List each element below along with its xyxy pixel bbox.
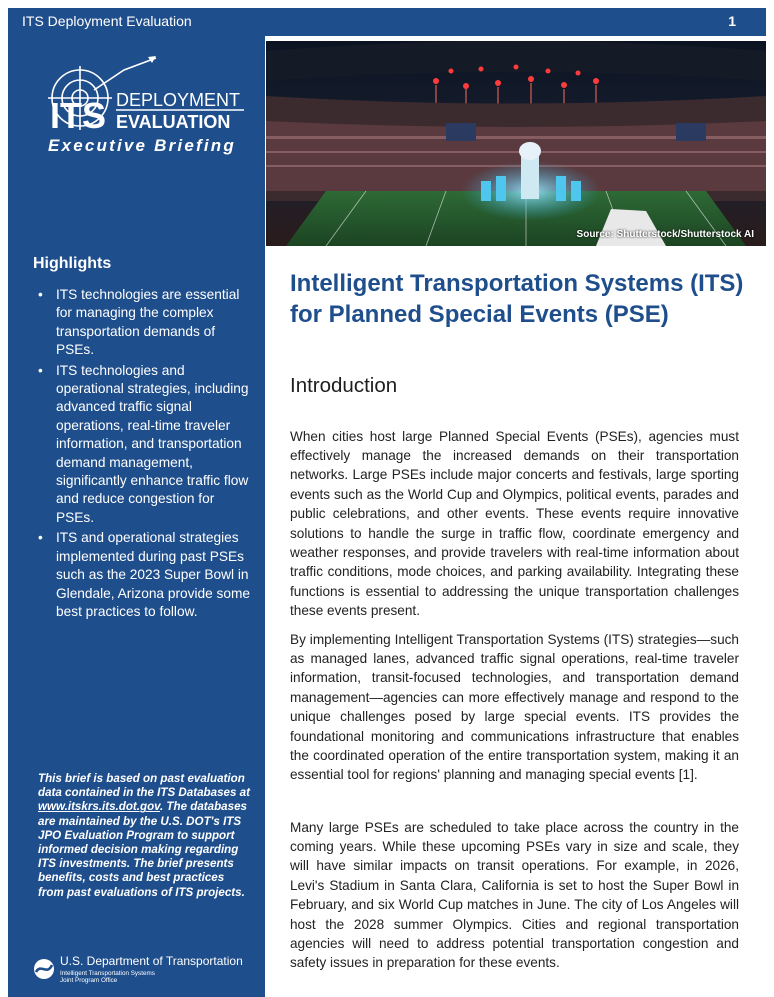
document-title: Intelligent Transportation Systems (ITS) for Planned Special Events (PSE) <box>290 270 744 328</box>
body-paragraph: By implementing Intelligent Transportation Systems (ITS) strategies—such as managed lanes, advanced traffic signal operations, real-time traveler information, transit-focused technologies, and transportation demand management—agencies can more effectively manage and respond to the unique challenges posed by large special events. ITS provides the foundational monitoring and communications infrastructure that enables the coordinated operation of the entire transportation system, making it an essential tool for regions' planning and managing special events [1]. <box>290 631 739 783</box>
stadium-photo <box>266 41 766 246</box>
svg-text:ITS: ITS <box>50 95 107 136</box>
page-number: 1 <box>728 13 736 29</box>
svg-text:U.S. Department of Transportat: U.S. Department of Transportation <box>60 954 243 968</box>
svg-text:Joint Program Office: Joint Program Office <box>60 977 118 984</box>
brief-note-text: . The databases are maintained by the U.S. DOT's ITS JPO Evaluation Program to support informed decision making regarding ITS investments. The brief presents benefits, costs and best practices from past evaluations of ITS projects. <box>38 800 247 899</box>
highlights-list <box>36 286 256 623</box>
photo-credit: Source: Shutterstock/Shutterstock AI <box>576 229 754 240</box>
header-bar <box>8 8 766 36</box>
highlight-item: • ITS technologies and operational strategies, including advanced traffic signal operations, real-time traveler information, and transportation demand management, significantly enhance traffic flow and reduce congestion for PSEs. <box>36 362 256 528</box>
highlights-heading: Highlights <box>33 255 112 272</box>
svg-text:Intelligent Transportation Sys: Intelligent Transportation Systems <box>60 970 155 977</box>
itskrs-link[interactable]: www.itskrs.its.dot.gov <box>38 800 160 814</box>
svg-text:EVALUATION: EVALUATION <box>116 112 231 132</box>
body-paragraph: Many large PSEs are scheduled to take place across the country in the coming years. While these upcoming PSEs vary in size and scale, they will have similar impacts on transit operations. For example, in 2026, Levi's Stadium in Santa Clara, California is set to host the Super Bowl in February, and six World Cup matches in June. The city of Los Angeles will host the 2028 summer Olympics. Cities and regional transportation agencies will need to address potential transportation congestion and safety issues in preparation for these events. <box>290 819 739 971</box>
highlight-item: • ITS and operational strategies implemented during past PSEs such as the 2023 Super Bowl in Glendale, Arizona provide some best practices to follow. <box>36 529 256 621</box>
executive-briefing-label: Executive Briefing <box>48 136 236 155</box>
highlight-item: • ITS technologies are essential for managing the complex transportation demands of PSEs. <box>36 286 256 360</box>
header-title: ITS Deployment Evaluation <box>22 13 192 29</box>
brief-note-text: This brief is based on past evaluation data contained in the ITS Databases at <box>38 772 250 800</box>
brief-note <box>38 772 250 900</box>
introduction-heading: Introduction <box>290 374 398 397</box>
body-paragraph: When cities host large Planned Special Events (PSEs), agencies must effectively manage the increased demands on their transportation networks. Large PSEs include major concerts and festivals, large sporting events such as the World Cup and Olympics, political events, parades and public celebrations, and other events. These events require innovative solutions to handle the surge in traffic flow, coordinate emergency and weather responses, and provide travelers with real-time information about traffic conditions, mode choices, and parking availability. Integrating these functions is essential to addressing the unique transportation challenges these events present. <box>290 428 739 619</box>
stadium-photo-illustration <box>266 41 766 246</box>
svg-text:DEPLOYMENT: DEPLOYMENT <box>116 90 241 110</box>
sidebar <box>8 36 265 997</box>
usdot-logo <box>33 951 263 987</box>
